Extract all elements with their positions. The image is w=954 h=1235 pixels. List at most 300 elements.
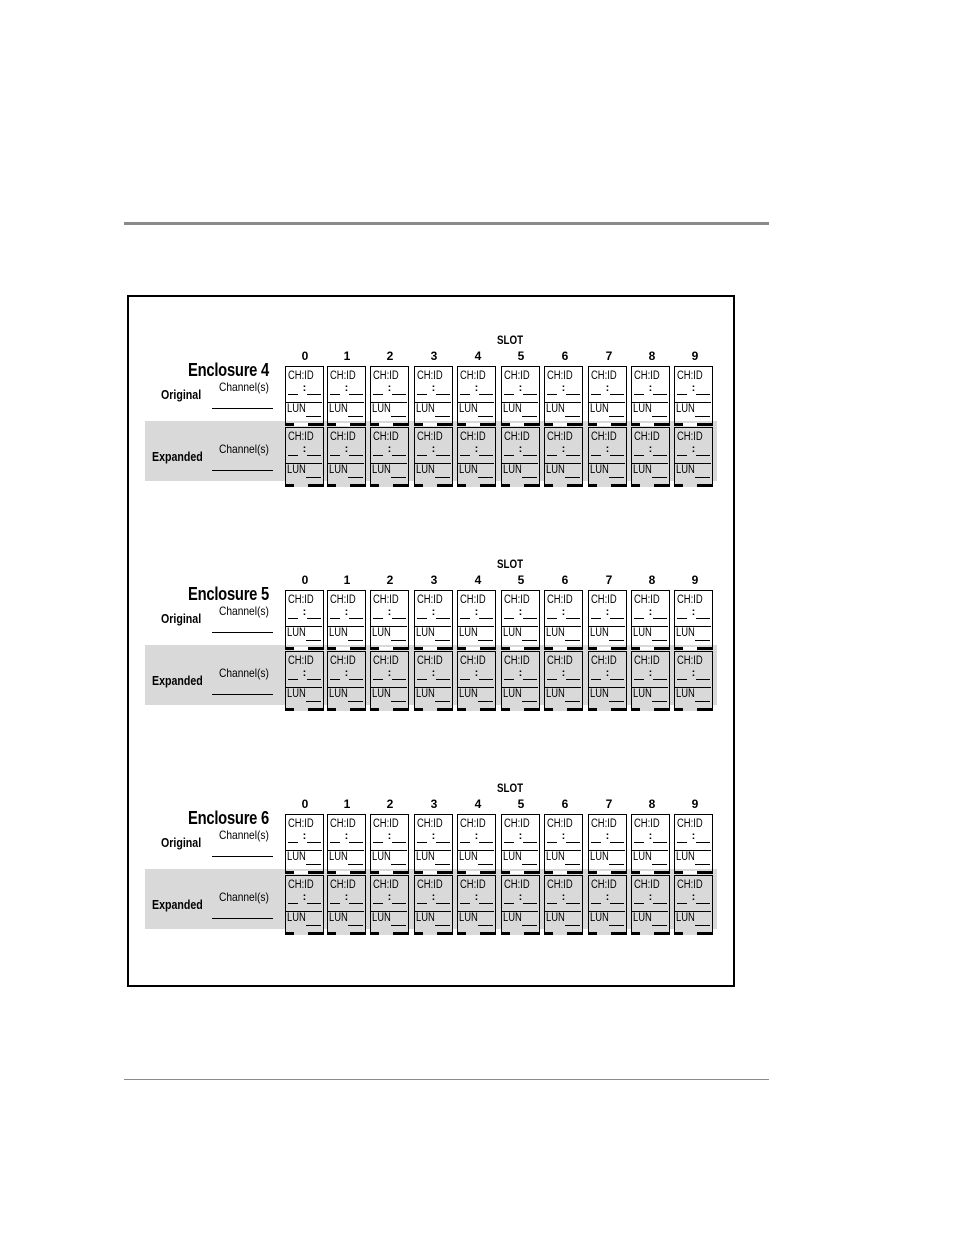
chid-separator: : xyxy=(605,830,610,842)
expanded-channels-label: Channel(s) xyxy=(219,890,269,904)
lun-label: LUN xyxy=(287,403,306,415)
chid-label: CH:ID xyxy=(547,431,573,443)
chid-separator: : xyxy=(302,891,307,903)
chid-blank-line xyxy=(288,455,298,456)
chid-label: CH:ID xyxy=(547,370,573,382)
lun-blank-line xyxy=(609,477,624,478)
chid-blank-line xyxy=(436,394,450,395)
chid-separator: : xyxy=(605,443,610,455)
expanded-drive-card xyxy=(501,875,540,935)
chid-label: CH:ID xyxy=(417,818,443,830)
lun-blank-line xyxy=(652,640,667,641)
chid-label: CH:ID xyxy=(547,879,573,891)
chid-label: CH:ID xyxy=(288,818,314,830)
original-drive-card xyxy=(285,814,324,874)
lun-label: LUN xyxy=(633,912,652,924)
slot-label: SLOT xyxy=(497,335,524,347)
lun-label: LUN xyxy=(329,688,348,700)
chid-blank-line xyxy=(436,842,450,843)
chid-blank-line xyxy=(479,842,493,843)
card-tab xyxy=(379,932,393,935)
chid-separator: : xyxy=(561,891,566,903)
chid-label: CH:ID xyxy=(330,370,356,382)
card-tab xyxy=(597,708,611,711)
chid-blank-line xyxy=(610,842,624,843)
lun-label: LUN xyxy=(416,688,435,700)
card-tab xyxy=(683,871,697,874)
expanded-row-label: Expanded xyxy=(152,898,203,912)
chid-separator: : xyxy=(431,667,436,679)
lun-label: LUN xyxy=(546,851,565,863)
card-tab xyxy=(466,932,480,935)
expanded-drive-card xyxy=(544,651,583,711)
card-tab xyxy=(294,932,308,935)
chid-blank-line xyxy=(460,455,470,456)
lun-blank-line xyxy=(306,701,321,702)
card-tab xyxy=(597,647,611,650)
card-tab xyxy=(336,708,350,711)
chid-blank-line xyxy=(392,394,406,395)
card-tab xyxy=(640,708,654,711)
chid-blank-line xyxy=(479,455,493,456)
slot-number: 9 xyxy=(691,349,699,363)
chid-blank-line xyxy=(417,842,427,843)
card-tab xyxy=(597,932,611,935)
expanded-drive-card xyxy=(285,875,324,935)
lun-blank-line xyxy=(435,701,450,702)
chid-label: CH:ID xyxy=(504,431,530,443)
lun-blank-line xyxy=(391,701,406,702)
original-drive-card xyxy=(544,590,583,650)
lun-label: LUN xyxy=(633,851,652,863)
card-tab xyxy=(510,932,524,935)
slot-number: 6 xyxy=(561,573,569,587)
enclosure-block xyxy=(0,559,954,729)
chid-label: CH:ID xyxy=(677,818,703,830)
chid-blank-line xyxy=(547,842,557,843)
chid-label: CH:ID xyxy=(288,370,314,382)
original-drive-card xyxy=(674,366,713,426)
chid-label: CH:ID xyxy=(547,655,573,667)
chid-blank-line xyxy=(392,903,406,904)
chid-blank-line xyxy=(634,842,644,843)
original-drive-card xyxy=(457,366,496,426)
lun-blank-line xyxy=(652,925,667,926)
chid-separator: : xyxy=(561,443,566,455)
chid-blank-line xyxy=(547,455,557,456)
original-drive-card xyxy=(370,366,409,426)
lun-blank-line xyxy=(522,477,537,478)
chid-blank-line xyxy=(460,618,470,619)
lun-label: LUN xyxy=(503,627,522,639)
original-channels-label: Channel(s) xyxy=(219,828,269,842)
lun-blank-line xyxy=(652,477,667,478)
slot-label: SLOT xyxy=(497,783,524,795)
chid-label: CH:ID xyxy=(591,818,617,830)
chid-blank-line xyxy=(349,679,363,680)
expanded-drive-card xyxy=(501,427,540,487)
lun-blank-line xyxy=(565,477,580,478)
card-tab xyxy=(510,708,524,711)
original-row-label: Original xyxy=(161,388,202,402)
chid-blank-line xyxy=(591,842,601,843)
chid-blank-line xyxy=(504,679,514,680)
slot-number: 1 xyxy=(343,349,351,363)
chid-label: CH:ID xyxy=(547,594,573,606)
lun-blank-line xyxy=(695,416,710,417)
chid-label: CH:ID xyxy=(288,594,314,606)
chid-blank-line xyxy=(288,842,298,843)
chid-label: CH:ID xyxy=(504,818,530,830)
expanded-drive-card xyxy=(631,875,670,935)
chid-label: CH:ID xyxy=(288,431,314,443)
chid-separator: : xyxy=(344,667,349,679)
chid-label: CH:ID xyxy=(591,431,617,443)
chid-separator: : xyxy=(648,667,653,679)
chid-blank-line xyxy=(566,618,580,619)
chid-separator: : xyxy=(431,891,436,903)
lun-label: LUN xyxy=(633,688,652,700)
enclosure-block xyxy=(0,783,954,953)
header-rule xyxy=(124,222,769,225)
lun-label: LUN xyxy=(459,627,478,639)
lun-label: LUN xyxy=(590,627,609,639)
enclosure-title: Enclosure 5 xyxy=(188,584,269,604)
chid-separator: : xyxy=(302,667,307,679)
expanded-drive-card xyxy=(674,875,713,935)
chid-blank-line xyxy=(417,618,427,619)
chid-label: CH:ID xyxy=(677,879,703,891)
chid-separator: : xyxy=(561,830,566,842)
chid-blank-line xyxy=(479,394,493,395)
chid-blank-line xyxy=(479,618,493,619)
lun-label: LUN xyxy=(416,464,435,476)
chid-blank-line xyxy=(504,842,514,843)
expanded-drive-card xyxy=(285,427,324,487)
chid-blank-line xyxy=(653,842,667,843)
expanded-drive-card xyxy=(327,651,366,711)
chid-blank-line xyxy=(653,618,667,619)
expanded-drive-card xyxy=(285,651,324,711)
chid-blank-line xyxy=(392,618,406,619)
card-tab xyxy=(336,484,350,487)
lun-blank-line xyxy=(565,864,580,865)
expanded-drive-card xyxy=(370,875,409,935)
chid-separator: : xyxy=(474,382,479,394)
chid-blank-line xyxy=(460,903,470,904)
chid-separator: : xyxy=(691,443,696,455)
chid-blank-line xyxy=(436,455,450,456)
lun-label: LUN xyxy=(372,851,391,863)
chid-label: CH:ID xyxy=(677,431,703,443)
card-tab xyxy=(683,647,697,650)
lun-label: LUN xyxy=(546,403,565,415)
original-drive-card xyxy=(285,590,324,650)
chid-separator: : xyxy=(344,606,349,618)
card-tab xyxy=(640,932,654,935)
card-tab xyxy=(423,932,437,935)
lun-blank-line xyxy=(478,477,493,478)
lun-blank-line xyxy=(695,477,710,478)
lun-blank-line xyxy=(652,864,667,865)
lun-blank-line xyxy=(609,701,624,702)
chid-blank-line xyxy=(307,903,321,904)
card-tab xyxy=(640,647,654,650)
chid-label: CH:ID xyxy=(417,431,443,443)
lun-blank-line xyxy=(391,640,406,641)
lun-blank-line xyxy=(435,416,450,417)
lun-label: LUN xyxy=(459,403,478,415)
chid-blank-line xyxy=(610,394,624,395)
card-tab xyxy=(294,647,308,650)
card-tab xyxy=(294,423,308,426)
lun-label: LUN xyxy=(329,912,348,924)
chid-separator: : xyxy=(561,606,566,618)
lun-label: LUN xyxy=(329,403,348,415)
lun-blank-line xyxy=(348,416,363,417)
original-drive-card xyxy=(457,590,496,650)
chid-blank-line xyxy=(523,455,537,456)
chid-label: CH:ID xyxy=(460,818,486,830)
slot-number: 5 xyxy=(517,797,525,811)
chid-blank-line xyxy=(288,679,298,680)
chid-blank-line xyxy=(634,394,644,395)
card-tab xyxy=(553,871,567,874)
lun-label: LUN xyxy=(459,688,478,700)
chid-separator: : xyxy=(302,443,307,455)
chid-blank-line xyxy=(288,618,298,619)
chid-blank-line xyxy=(677,455,687,456)
chid-label: CH:ID xyxy=(460,655,486,667)
original-drive-card xyxy=(327,590,366,650)
lun-label: LUN xyxy=(287,912,306,924)
chid-separator: : xyxy=(387,891,392,903)
lun-label: LUN xyxy=(287,851,306,863)
lun-blank-line xyxy=(652,701,667,702)
lun-label: LUN xyxy=(416,851,435,863)
lun-blank-line xyxy=(306,477,321,478)
chid-blank-line xyxy=(653,903,667,904)
expanded-drive-card xyxy=(327,427,366,487)
chid-blank-line xyxy=(460,679,470,680)
chid-blank-line xyxy=(349,903,363,904)
chid-label: CH:ID xyxy=(634,655,660,667)
expanded-channels-blank xyxy=(212,470,273,471)
lun-label: LUN xyxy=(329,851,348,863)
lun-label: LUN xyxy=(372,627,391,639)
chid-label: CH:ID xyxy=(677,655,703,667)
chid-separator: : xyxy=(474,606,479,618)
original-drive-card xyxy=(414,366,453,426)
lun-label: LUN xyxy=(329,627,348,639)
chid-blank-line xyxy=(591,903,601,904)
card-tab xyxy=(423,871,437,874)
chid-blank-line xyxy=(330,618,340,619)
expanded-drive-card xyxy=(588,651,627,711)
chid-blank-line xyxy=(373,679,383,680)
card-tab xyxy=(336,423,350,426)
lun-label: LUN xyxy=(633,403,652,415)
chid-blank-line xyxy=(330,394,340,395)
chid-separator: : xyxy=(431,606,436,618)
chid-blank-line xyxy=(547,618,557,619)
lun-label: LUN xyxy=(416,403,435,415)
original-row-label: Original xyxy=(161,612,202,626)
lun-label: LUN xyxy=(590,403,609,415)
card-tab xyxy=(294,484,308,487)
lun-label: LUN xyxy=(546,688,565,700)
lun-label: LUN xyxy=(503,464,522,476)
chid-blank-line xyxy=(634,618,644,619)
chid-label: CH:ID xyxy=(373,431,399,443)
chid-blank-line xyxy=(330,903,340,904)
original-channels-label: Channel(s) xyxy=(219,380,269,394)
chid-blank-line xyxy=(436,618,450,619)
lun-blank-line xyxy=(695,701,710,702)
lun-blank-line xyxy=(565,640,580,641)
chid-separator: : xyxy=(518,382,523,394)
chid-separator: : xyxy=(387,830,392,842)
lun-blank-line xyxy=(478,925,493,926)
chid-label: CH:ID xyxy=(330,431,356,443)
chid-blank-line xyxy=(696,618,710,619)
chid-label: CH:ID xyxy=(288,879,314,891)
lun-blank-line xyxy=(391,416,406,417)
chid-blank-line xyxy=(634,679,644,680)
card-tab xyxy=(510,871,524,874)
chid-blank-line xyxy=(349,618,363,619)
slot-number: 4 xyxy=(474,349,482,363)
chid-label: CH:ID xyxy=(677,370,703,382)
chid-blank-line xyxy=(566,903,580,904)
lun-label: LUN xyxy=(459,912,478,924)
slot-number: 6 xyxy=(561,797,569,811)
lun-blank-line xyxy=(609,416,624,417)
original-channels-blank xyxy=(212,632,273,633)
lun-label: LUN xyxy=(459,851,478,863)
card-tab xyxy=(294,871,308,874)
chid-separator: : xyxy=(648,606,653,618)
slot-number: 5 xyxy=(517,573,525,587)
chid-blank-line xyxy=(523,618,537,619)
expanded-channels-label: Channel(s) xyxy=(219,666,269,680)
chid-label: CH:ID xyxy=(330,879,356,891)
chid-separator: : xyxy=(431,443,436,455)
slot-number: 4 xyxy=(474,573,482,587)
enclosure-title: Enclosure 6 xyxy=(188,808,269,828)
lun-blank-line xyxy=(348,477,363,478)
original-drive-card xyxy=(501,590,540,650)
lun-label: LUN xyxy=(503,688,522,700)
slot-number: 8 xyxy=(648,349,656,363)
lun-blank-line xyxy=(348,925,363,926)
chid-separator: : xyxy=(302,606,307,618)
chid-blank-line xyxy=(566,842,580,843)
card-tab xyxy=(379,871,393,874)
card-tab xyxy=(597,484,611,487)
card-tab xyxy=(466,484,480,487)
chid-blank-line xyxy=(523,842,537,843)
lun-blank-line xyxy=(609,925,624,926)
slot-number: 4 xyxy=(474,797,482,811)
chid-blank-line xyxy=(696,394,710,395)
lun-blank-line xyxy=(609,864,624,865)
chid-blank-line xyxy=(373,455,383,456)
lun-blank-line xyxy=(306,925,321,926)
chid-separator: : xyxy=(344,382,349,394)
chid-label: CH:ID xyxy=(634,818,660,830)
slot-number: 7 xyxy=(605,349,613,363)
slot-number: 5 xyxy=(517,349,525,363)
card-tab xyxy=(553,647,567,650)
chid-blank-line xyxy=(330,679,340,680)
lun-label: LUN xyxy=(590,851,609,863)
lun-label: LUN xyxy=(590,688,609,700)
chid-blank-line xyxy=(566,394,580,395)
enclosure-block xyxy=(0,335,954,505)
chid-blank-line xyxy=(417,394,427,395)
chid-blank-line xyxy=(436,679,450,680)
chid-blank-line xyxy=(504,455,514,456)
chid-separator: : xyxy=(648,443,653,455)
lun-label: LUN xyxy=(590,912,609,924)
chid-blank-line xyxy=(547,394,557,395)
lun-blank-line xyxy=(435,925,450,926)
chid-blank-line xyxy=(479,679,493,680)
chid-blank-line xyxy=(677,679,687,680)
expanded-channels-blank xyxy=(212,918,273,919)
slot-number: 3 xyxy=(430,797,438,811)
chid-blank-line xyxy=(566,455,580,456)
lun-label: LUN xyxy=(546,912,565,924)
original-drive-card xyxy=(631,366,670,426)
chid-blank-line xyxy=(696,842,710,843)
slot-number: 7 xyxy=(605,573,613,587)
chid-separator: : xyxy=(474,891,479,903)
lun-label: LUN xyxy=(503,851,522,863)
original-drive-card xyxy=(414,814,453,874)
lun-blank-line xyxy=(348,701,363,702)
lun-label: LUN xyxy=(372,464,391,476)
lun-blank-line xyxy=(478,701,493,702)
lun-blank-line xyxy=(348,640,363,641)
chid-label: CH:ID xyxy=(330,818,356,830)
chid-label: CH:ID xyxy=(460,431,486,443)
slot-number: 2 xyxy=(386,349,394,363)
chid-blank-line xyxy=(591,394,601,395)
slot-number: 9 xyxy=(691,797,699,811)
card-tab xyxy=(379,423,393,426)
chid-label: CH:ID xyxy=(504,879,530,891)
chid-separator: : xyxy=(605,606,610,618)
chid-blank-line xyxy=(504,394,514,395)
expanded-drive-card xyxy=(544,875,583,935)
card-tab xyxy=(597,423,611,426)
chid-blank-line xyxy=(417,679,427,680)
chid-label: CH:ID xyxy=(417,655,443,667)
lun-blank-line xyxy=(522,416,537,417)
chid-separator: : xyxy=(431,830,436,842)
expanded-drive-card xyxy=(674,651,713,711)
chid-blank-line xyxy=(460,842,470,843)
lun-blank-line xyxy=(695,864,710,865)
lun-blank-line xyxy=(306,416,321,417)
lun-blank-line xyxy=(478,416,493,417)
lun-label: LUN xyxy=(459,464,478,476)
chid-blank-line xyxy=(523,903,537,904)
lun-label: LUN xyxy=(287,627,306,639)
chid-label: CH:ID xyxy=(373,818,399,830)
